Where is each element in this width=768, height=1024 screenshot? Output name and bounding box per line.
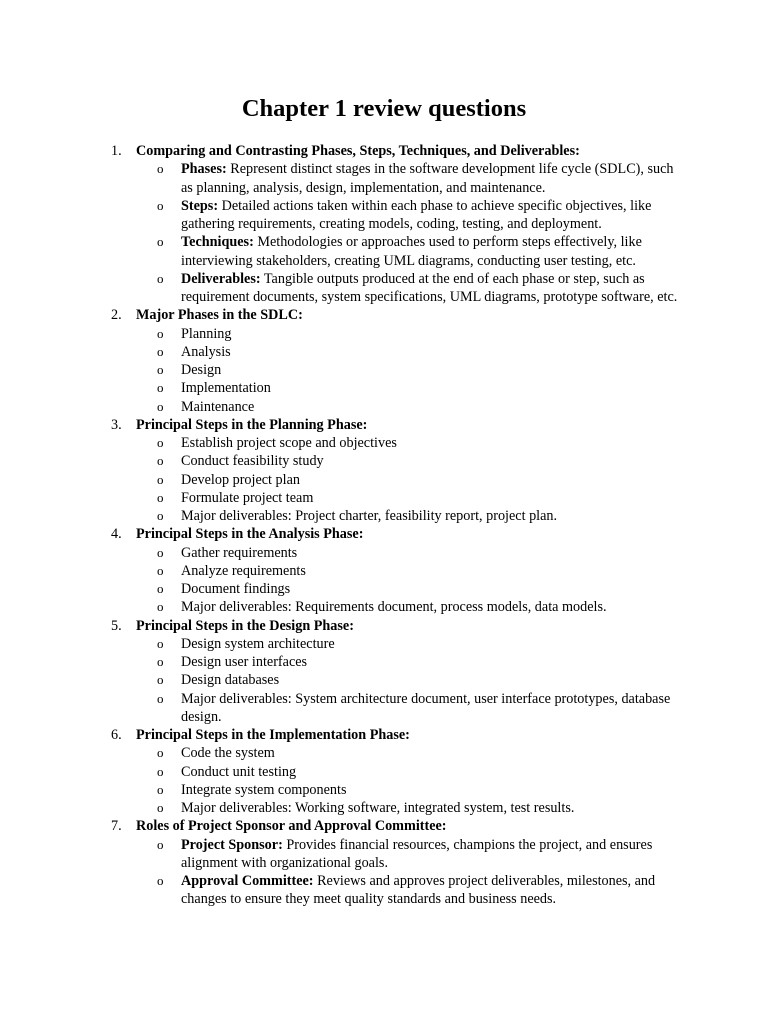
section-bullet-list	[0, 325, 768, 416]
item-term: Phases:	[181, 161, 227, 178]
item-text: Design system architecture	[181, 635, 335, 652]
hollow-circle-bullet-icon: o	[157, 234, 164, 250]
item-text: Major deliverables: Working software, integrated system, test results.	[181, 800, 575, 816]
hollow-circle-bullet-icon: o	[157, 380, 164, 396]
item-term: Steps:	[181, 197, 219, 214]
hollow-circle-bullet-icon: o	[157, 489, 164, 505]
item-text: Reviews and approves project deliverables, milestones, and changes to ensure they meet quality standards and business needs.	[181, 873, 656, 908]
section-number: 7.	[111, 818, 122, 835]
item-text: Methodologies or approaches used to perform steps effectively, like interviewing stakeholders, creating UML diagrams, conducting user testing, etc.	[181, 234, 642, 269]
hollow-circle-bullet-icon: o	[157, 453, 164, 469]
section-heading	[0, 525, 768, 543]
section-bullet-list	[0, 544, 768, 617]
hollow-circle-bullet-icon: o	[157, 745, 164, 761]
section-heading	[0, 416, 768, 434]
section-heading	[0, 306, 768, 324]
list-item	[0, 635, 686, 653]
section-heading	[0, 817, 768, 835]
section-heading	[0, 617, 768, 635]
item-term: Deliverables:	[181, 270, 261, 287]
hollow-circle-bullet-icon: o	[157, 873, 164, 888]
list-item	[0, 507, 686, 525]
review-question-list	[0, 142, 768, 909]
hollow-circle-bullet-icon: o	[157, 599, 164, 615]
item-term: Approval Committee:	[181, 873, 314, 889]
list-item	[0, 598, 686, 616]
item-text: Design user interfaces	[181, 654, 308, 670]
item-text: Implementation	[181, 380, 271, 397]
question-section	[0, 525, 768, 616]
section-heading	[0, 142, 768, 160]
item-text: Gather requirements	[181, 544, 298, 561]
list-item	[0, 836, 686, 873]
hollow-circle-bullet-icon: o	[157, 544, 164, 560]
hollow-circle-bullet-icon: o	[157, 161, 164, 177]
item-text: Planning	[181, 325, 232, 342]
section-bullet-list	[0, 635, 768, 726]
item-text: Establish project scope and objectives	[181, 435, 397, 451]
item-text: Formulate project team	[181, 489, 314, 506]
item-text: Code the system	[181, 745, 275, 762]
item-text: Major deliverables: Project charter, feasibility report, project plan.	[181, 508, 558, 524]
list-item	[0, 325, 686, 343]
item-text: Represent distinct stages in the software development life cycle (SDLC), such as planning, analysis, design, implementation, and maintenance.	[181, 161, 674, 196]
question-section	[0, 416, 768, 526]
section-heading-text: Principal Steps in the Implementation Phase:	[136, 727, 410, 743]
hollow-circle-bullet-icon: o	[157, 435, 164, 450]
hollow-circle-bullet-icon: o	[157, 781, 164, 797]
section-heading-text: Principal Steps in the Planning Phase:	[136, 416, 368, 433]
section-heading-text: Roles of Project Sponsor and Approval Committee:	[136, 818, 447, 835]
item-text: Document findings	[181, 581, 291, 597]
item-term: Techniques:	[181, 234, 254, 251]
list-item	[0, 763, 686, 781]
item-text: Major deliverables: Requirements document, process models, data models.	[181, 599, 607, 616]
item-text: Tangible outputs produced at the end of each phase or step, such as requirement documents, system specifications, UML diagrams, prototype software, etc.	[181, 270, 678, 305]
section-bullet-list	[0, 836, 768, 909]
section-heading-text: Comparing and Contrasting Phases, Steps, Techniques, and Deliverables:	[136, 143, 580, 159]
question-section	[0, 726, 768, 817]
hollow-circle-bullet-icon: o	[157, 325, 164, 341]
list-item	[0, 233, 686, 270]
item-text: Analysis	[181, 343, 231, 360]
section-number: 2.	[111, 307, 122, 324]
item-text: Analyze requirements	[181, 562, 306, 579]
question-section	[0, 142, 768, 306]
item-text: Conduct feasibility study	[181, 453, 324, 470]
hollow-circle-bullet-icon: o	[157, 471, 164, 487]
hollow-circle-bullet-icon: o	[157, 562, 164, 578]
question-section	[0, 617, 768, 727]
list-item	[0, 799, 686, 817]
item-text: Major deliverables: System architecture document, user interface prototypes, database design.	[181, 690, 671, 725]
hollow-circle-bullet-icon: o	[157, 197, 164, 213]
list-item	[0, 471, 686, 489]
list-item	[0, 580, 686, 598]
item-text: Develop project plan	[181, 471, 300, 488]
question-section	[0, 817, 768, 908]
section-bullet-list	[0, 744, 768, 817]
section-heading-text: Major Phases in the SDLC:	[136, 307, 303, 324]
list-item	[0, 653, 686, 671]
item-text: Maintenance	[181, 398, 255, 415]
hollow-circle-bullet-icon: o	[157, 635, 164, 651]
list-item	[0, 872, 686, 909]
list-item	[0, 343, 686, 361]
list-item	[0, 379, 686, 397]
list-item	[0, 160, 686, 197]
section-number: 6.	[111, 727, 122, 743]
section-number: 3.	[111, 416, 122, 433]
item-text: Provides financial resources, champions the project, and ensures alignment with organizational goals.	[181, 836, 653, 871]
hollow-circle-bullet-icon: o	[157, 690, 164, 706]
section-heading	[0, 726, 768, 744]
question-section	[0, 306, 768, 416]
list-item	[0, 434, 686, 452]
list-item	[0, 452, 686, 470]
list-item	[0, 671, 686, 689]
list-item	[0, 270, 686, 307]
section-number: 4.	[111, 526, 122, 543]
list-item	[0, 781, 686, 799]
hollow-circle-bullet-icon: o	[157, 270, 164, 286]
hollow-circle-bullet-icon: o	[157, 836, 164, 852]
list-item	[0, 398, 686, 416]
section-number: 5.	[111, 617, 122, 634]
hollow-circle-bullet-icon: o	[157, 343, 164, 359]
item-text: Design databases	[181, 672, 280, 689]
item-text: Design	[181, 362, 222, 378]
section-number: 1.	[111, 143, 122, 159]
item-text: Conduct unit testing	[181, 763, 297, 780]
hollow-circle-bullet-icon: o	[157, 672, 164, 688]
list-item	[0, 361, 686, 379]
item-text: Integrate system components	[181, 781, 347, 798]
hollow-circle-bullet-icon: o	[157, 581, 164, 596]
list-item	[0, 544, 686, 562]
list-item	[0, 744, 686, 762]
hollow-circle-bullet-icon: o	[157, 398, 164, 414]
section-heading-text: Principal Steps in the Analysis Phase:	[136, 526, 364, 543]
section-bullet-list	[0, 434, 768, 525]
item-text: Detailed actions taken within each phase to achieve specific objectives, like gathering requirements, creating models, coding, testing, and deployment.	[181, 197, 652, 232]
list-item	[0, 562, 686, 580]
item-term: Project Sponsor:	[181, 836, 283, 853]
hollow-circle-bullet-icon: o	[157, 654, 164, 669]
section-bullet-list	[0, 160, 768, 306]
hollow-circle-bullet-icon: o	[157, 508, 164, 523]
page-title: Chapter 1 review questions	[241, 95, 527, 122]
hollow-circle-bullet-icon: o	[157, 800, 164, 815]
list-item	[0, 197, 686, 234]
list-item	[0, 489, 686, 507]
hollow-circle-bullet-icon: o	[157, 763, 164, 779]
section-heading-text: Principal Steps in the Design Phase:	[136, 617, 354, 634]
list-item	[0, 690, 686, 727]
hollow-circle-bullet-icon: o	[157, 362, 164, 377]
